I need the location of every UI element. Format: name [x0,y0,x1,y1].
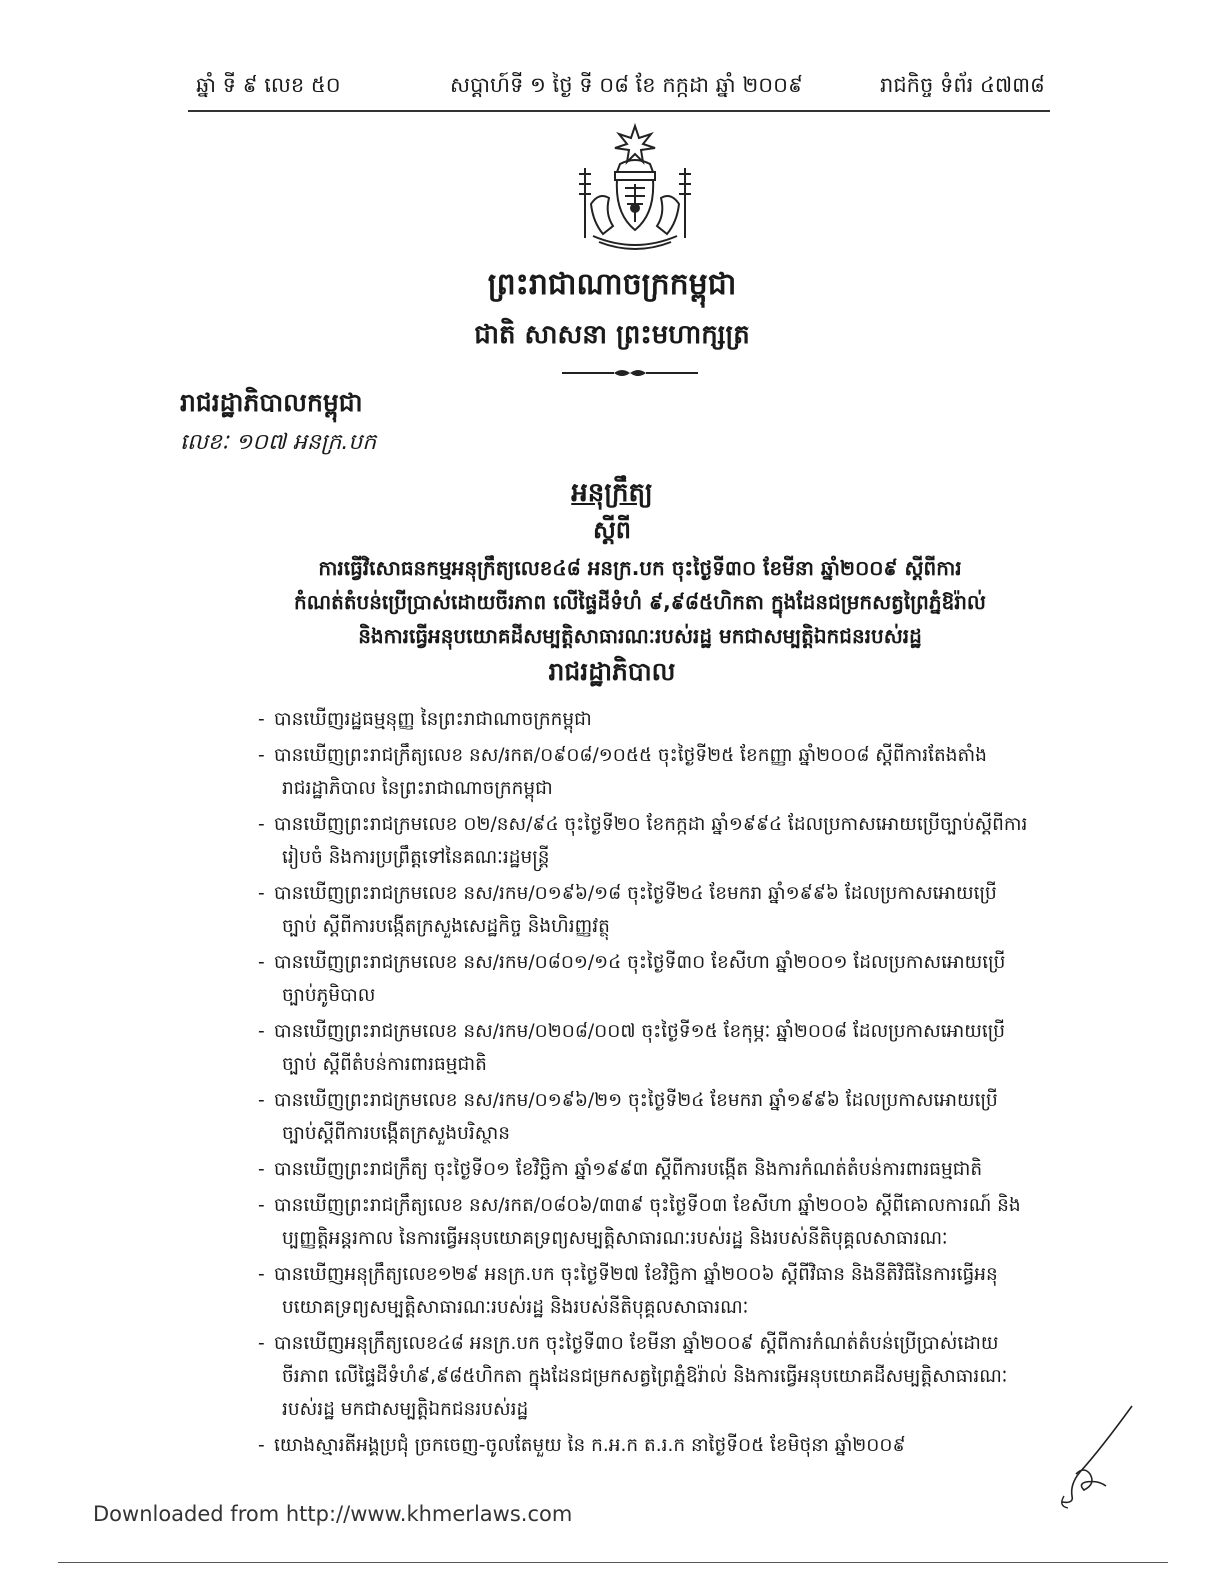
list-dash: - [258,952,265,973]
consideration-line: បានឃើញព្រះរាជក្រឹត្យលេខ នស/រកត/០៩០៨/១០៥៥ ចុះថ្ងៃទី២៥ ខែកញ្ញា ឆ្នាំ២០០៨ ស្តីពីការតែងតាំង [274,745,987,766]
decree-type: អនុក្រឹត្យ [571,478,653,508]
list-dash: - [258,1264,265,1285]
decree-title-line: ការធ្វើវិសោធនកម្មអនុក្រឹត្យលេខ៤៨ អនក្រ.បក ចុះថ្ងៃទី៣០ ខែមីនា ឆ្នាំ២០០៩ ស្តីពីការ [318,556,962,580]
consideration-line: បានឃើញរដ្ឋធម្មនុញ្ញ នៃព្រះរាជាណាចក្រកម្ពុជា [274,709,592,730]
consideration-line: ច្បាប់ ស្តីពីតំបន់ការពារធម្មជាតិ [282,1054,487,1075]
decree-number: លេខៈ ១០៧ អនក្រ.បក [180,430,377,455]
consideration-line: បានឃើញព្រះរាជក្រឹត្យលេខ នស/រកត/០៨០៦/៣៣៩ ចុះថ្ងៃទី០៣ ខែសីហា ឆ្នាំ២០០៦ ស្តីពីគោលការណ៍ និង [274,1195,1021,1216]
header-date: សប្តាហ៍ទី ១ ថ្ងៃ ទី ០៨ ខែ កក្កដា ឆ្នាំ ២០០៩ [450,73,803,97]
decree-regarding: ស្តីពី [592,516,632,544]
consideration-item [258,946,1053,1012]
consideration-line: របស់រដ្ឋ មកជាសម្បត្តិឯកជនរបស់រដ្ឋ [282,1399,529,1420]
consideration-item [258,739,1053,805]
consideration-line: រាជរដ្ឋាភិបាល នៃព្រះរាជាណាចក្រកម្ពុជា [282,778,553,799]
consideration-item [258,1189,1053,1255]
header-rule [188,110,1050,112]
consideration-item [258,1153,1053,1186]
consideration-line: បានឃើញព្រះរាជក្រមលេខ នស/រកម/០១៩៦/១៨ ចុះថ្ងៃទី២៤ ខែមករា ឆ្នាំ១៩៩៦ ដែលប្រកាសអោយប្រើ [274,883,997,904]
consideration-line: ច្បាប់ ស្តីពីការបង្កើតក្រសួងសេដ្ឋកិច្ច និងហិរញ្ញវត្ថុ [282,916,610,937]
consideration-line: បានឃើញអនុក្រឹត្យលេខ៤៨ អនក្រ.បក ចុះថ្ងៃទី៣០ ខែមីនា ឆ្នាំ២០០៩ ស្តីពីការកំណត់តំបន់ប្រើប្រាស់ដោយ [274,1333,999,1354]
consideration-item [258,877,1053,943]
consideration-line: រៀបចំ និងការប្រព្រឹត្តទៅនៃគណៈរដ្ឋមន្ត្រី [282,847,550,868]
header-page: រាជកិច្ច ទំព័រ ៤៧៣៨ [880,73,1045,97]
consideration-line: បានឃើញព្រះរាជក្រមលេខ នស/រកម/០១៩៦/២១ ចុះថ្ងៃទី២៤ ខែមករា ឆ្នាំ១៩៩៦ ដែលប្រកាសអោយប្រើ [274,1090,998,1111]
consideration-line: ចីរភាព លើផ្ទៃដីទំហំ៩,៩៨៥ហិកតា ក្នុងដែនជម្រកសត្វព្រៃភ្នំឱរ៉ាល់ និងការធ្វើអនុបយោគដីសម្បត្តិសាធារណៈ [282,1366,1008,1387]
consideration-item [258,808,1053,874]
consideration-line: យោងស្មារតីអង្គប្រជុំ ច្រកចេញ-ចូលតែមួយ នៃ ក.អ.ក ត.រ.ក នាថ្ងៃទី០៥ ខែមិថុនា ឆ្នាំ២០០៩ [274,1435,906,1456]
decree-title-line: កំណត់តំបន់ប្រើប្រាស់ដោយចីរភាព លើផ្ទៃដីទំហំ ៩,៩៨៥ហិកតា ក្នុងដែនជម្រកសត្វព្រៃភ្នំឱរ៉ាល់ [294,590,986,614]
list-dash: - [258,709,265,730]
consideration-item [258,703,1053,736]
consideration-line: បានឃើញព្រះរាជក្រមលេខ ០២/នស/៩៤ ចុះថ្ងៃទី២០ ខែកក្កដា ឆ្នាំ១៩៩៤ ដែលប្រកាសអោយប្រើច្បាប់ស្តីពីការ [274,814,1028,835]
list-dash: - [258,1090,265,1111]
header-volume: ឆ្នាំ ទី ៩ លេខ ៥០ [196,73,341,97]
council-heading: រាជរដ្ឋាភិបាល [548,657,676,686]
footer-rule [58,1562,1168,1563]
list-dash: - [258,1159,265,1180]
consideration-item [258,1015,1053,1081]
consideration-line: ប្បញ្ញត្តិអន្តរកាល នៃការធ្វើអនុបយោគទ្រព្យសម្បត្តិសាធារណៈរបស់រដ្ឋ និងរបស់នីតិបុគ្គលសាធារណៈ [282,1228,948,1249]
considerations-list [258,703,1053,1465]
consideration-line: បយោគទ្រព្យសម្បត្តិសាធារណៈរបស់រដ្ឋ និងរបស់នីតិបុគ្គលសាធារណៈ [282,1297,749,1318]
consideration-line: បានឃើញព្រះរាជក្រមលេខ នស/រកម/០២០៨/០០៧ ចុះថ្ងៃទី១៥ ខែកុម្ភៈ ឆ្នាំ២០០៨ ដែលប្រកាសអោយប្រើ [274,1021,1005,1042]
consideration-line: ច្បាប់ស្តីពីការបង្កើតក្រសួងបរិស្ថាន [282,1123,510,1144]
consideration-item [258,1429,1053,1462]
kingdom-title: ព្រះរាជាណាចក្រកម្ពុជា [487,267,737,302]
royal-coat-of-arms-emblem [565,122,705,257]
consideration-item [258,1258,1053,1324]
list-dash: - [258,814,265,835]
issuing-government: រាជរដ្ឋាភិបាលកម្ពុជា [180,388,363,417]
decree-title-line: និងការធ្វើអនុបយោគដីសម្បត្តិសាធារណៈរបស់រដ្ឋ មកជាសម្បត្តិឯកជនរបស់រដ្ឋ [358,624,922,648]
consideration-line: បានឃើញព្រះរាជក្រឹត្យ ចុះថ្ងៃទី០១ ខែវិច្ឆិកា ឆ្នាំ១៩៩៣ ស្តីពីការបង្កើត និងការកំណត់តំបន់ការពារធម្មជាតិ [274,1159,983,1180]
consideration-item [258,1084,1053,1150]
consideration-line: បានឃើញព្រះរាជក្រមលេខ នស/រកម/០៨០១/១៤ ចុះថ្ងៃទី៣០ ខែសីហា ឆ្នាំ២០០១ ដែលប្រកាសអោយប្រើ [274,952,1006,973]
consideration-item [258,1327,1053,1426]
consideration-line: ច្បាប់ភូមិបាល [282,985,376,1006]
consideration-line: បានឃើញអនុក្រឹត្យលេខ១២៩ អនក្រ.បក ចុះថ្ងៃទី២៧ ខែវិច្ឆិកា ឆ្នាំ២០០៦ ស្តីពីវិធាន និងនីតិវិធីនៃការធ្វើអនុ [274,1264,998,1285]
footer-source: Downloaded from http://www.khmerlaws.com [93,1502,573,1526]
list-dash: - [258,1435,265,1456]
handwritten-signature [1040,1400,1150,1520]
national-motto: ជាតិ សាសនា ព្រះមហាក្សត្រ [474,320,750,350]
list-dash: - [258,1195,265,1216]
ornament-divider-icon [560,366,700,380]
list-dash: - [258,745,265,766]
list-dash: - [258,1021,265,1042]
list-dash: - [258,883,265,904]
list-dash: - [258,1333,265,1354]
